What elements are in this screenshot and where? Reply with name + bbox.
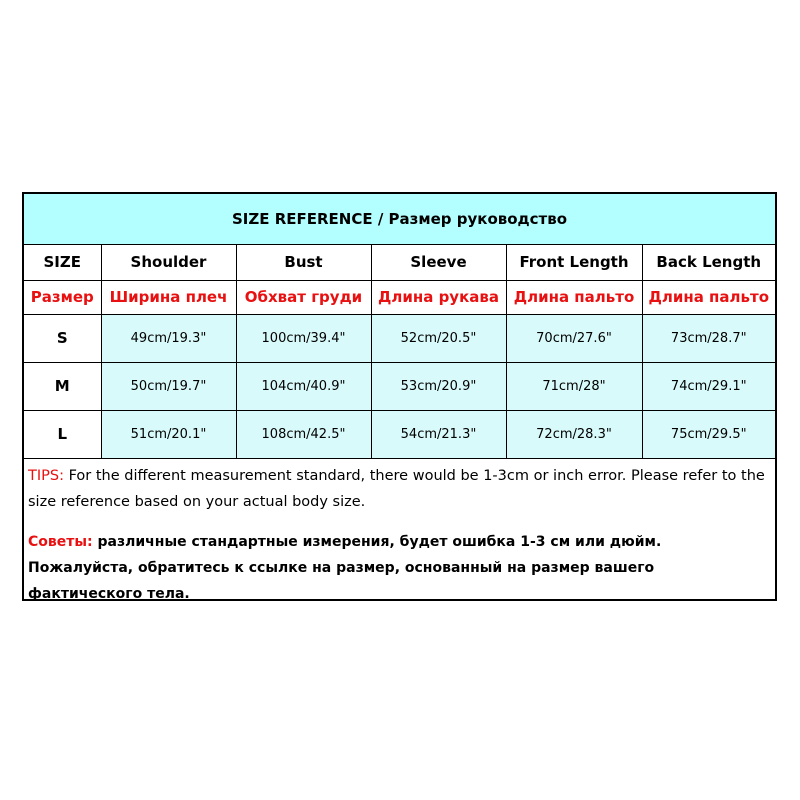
cell-shoulder: 49cm/19.3"	[101, 314, 236, 362]
cell-front-length: 70cm/27.6"	[506, 314, 642, 362]
header-ru-front-length: Длина пальто	[506, 280, 642, 314]
cell-back-length: 75cm/29.5"	[642, 410, 775, 458]
cell-bust: 104cm/40.9"	[236, 362, 371, 410]
size-table	[24, 194, 775, 459]
cell-shoulder: 50cm/19.7"	[101, 362, 236, 410]
header-ru-shoulder: Ширина плеч	[101, 280, 236, 314]
cell-bust: 100cm/39.4"	[236, 314, 371, 362]
size-chart	[22, 192, 777, 601]
header-ru-bust: Обхват груди	[236, 280, 371, 314]
tips-ru-text: различные стандартные измерения, будет ошибка 1-3 см или дюйм. Пожалуйста, обратитесь к ссылке на размер, основанный на размер вашего фактического тела.	[28, 533, 662, 602]
cell-front-length: 72cm/28.3"	[506, 410, 642, 458]
header-ru-back-length: Длина пальто	[642, 280, 775, 314]
header-ru-sleeve: Длина рукава	[371, 280, 506, 314]
header-size: SIZE	[24, 244, 101, 280]
cell-front-length: 71cm/28"	[506, 362, 642, 410]
cell-bust: 108cm/42.5"	[236, 410, 371, 458]
header-row-ru	[24, 280, 775, 314]
size-label: M	[24, 362, 101, 410]
table-row-m	[24, 362, 775, 410]
table-row-l	[24, 410, 775, 458]
header-back-length: Back Length	[642, 244, 775, 280]
header-sleeve: Sleeve	[371, 244, 506, 280]
cell-back-length: 74cm/29.1"	[642, 362, 775, 410]
tips-en	[24, 459, 775, 515]
tips-ru-label: Советы:	[28, 533, 93, 550]
header-shoulder: Shoulder	[101, 244, 236, 280]
cell-sleeve: 54cm/21.3"	[371, 410, 506, 458]
table-title: SIZE REFERENCE / Размер руководство	[24, 194, 775, 244]
header-row-en	[24, 244, 775, 280]
cell-sleeve: 52cm/20.5"	[371, 314, 506, 362]
size-label: S	[24, 314, 101, 362]
table-row-s	[24, 314, 775, 362]
header-ru-size: Размер	[24, 280, 101, 314]
tips-text: For the different measurement standard, there would be 1-3cm or inch error. Please refer to the size reference based on your actual body size.	[28, 467, 765, 510]
header-bust: Bust	[236, 244, 371, 280]
cell-sleeve: 53cm/20.9"	[371, 362, 506, 410]
header-front-length: Front Length	[506, 244, 642, 280]
cell-shoulder: 51cm/20.1"	[101, 410, 236, 458]
tips-label: TIPS:	[28, 467, 64, 484]
tips-ru	[24, 515, 775, 607]
size-label: L	[24, 410, 101, 458]
cell-back-length: 73cm/28.7"	[642, 314, 775, 362]
